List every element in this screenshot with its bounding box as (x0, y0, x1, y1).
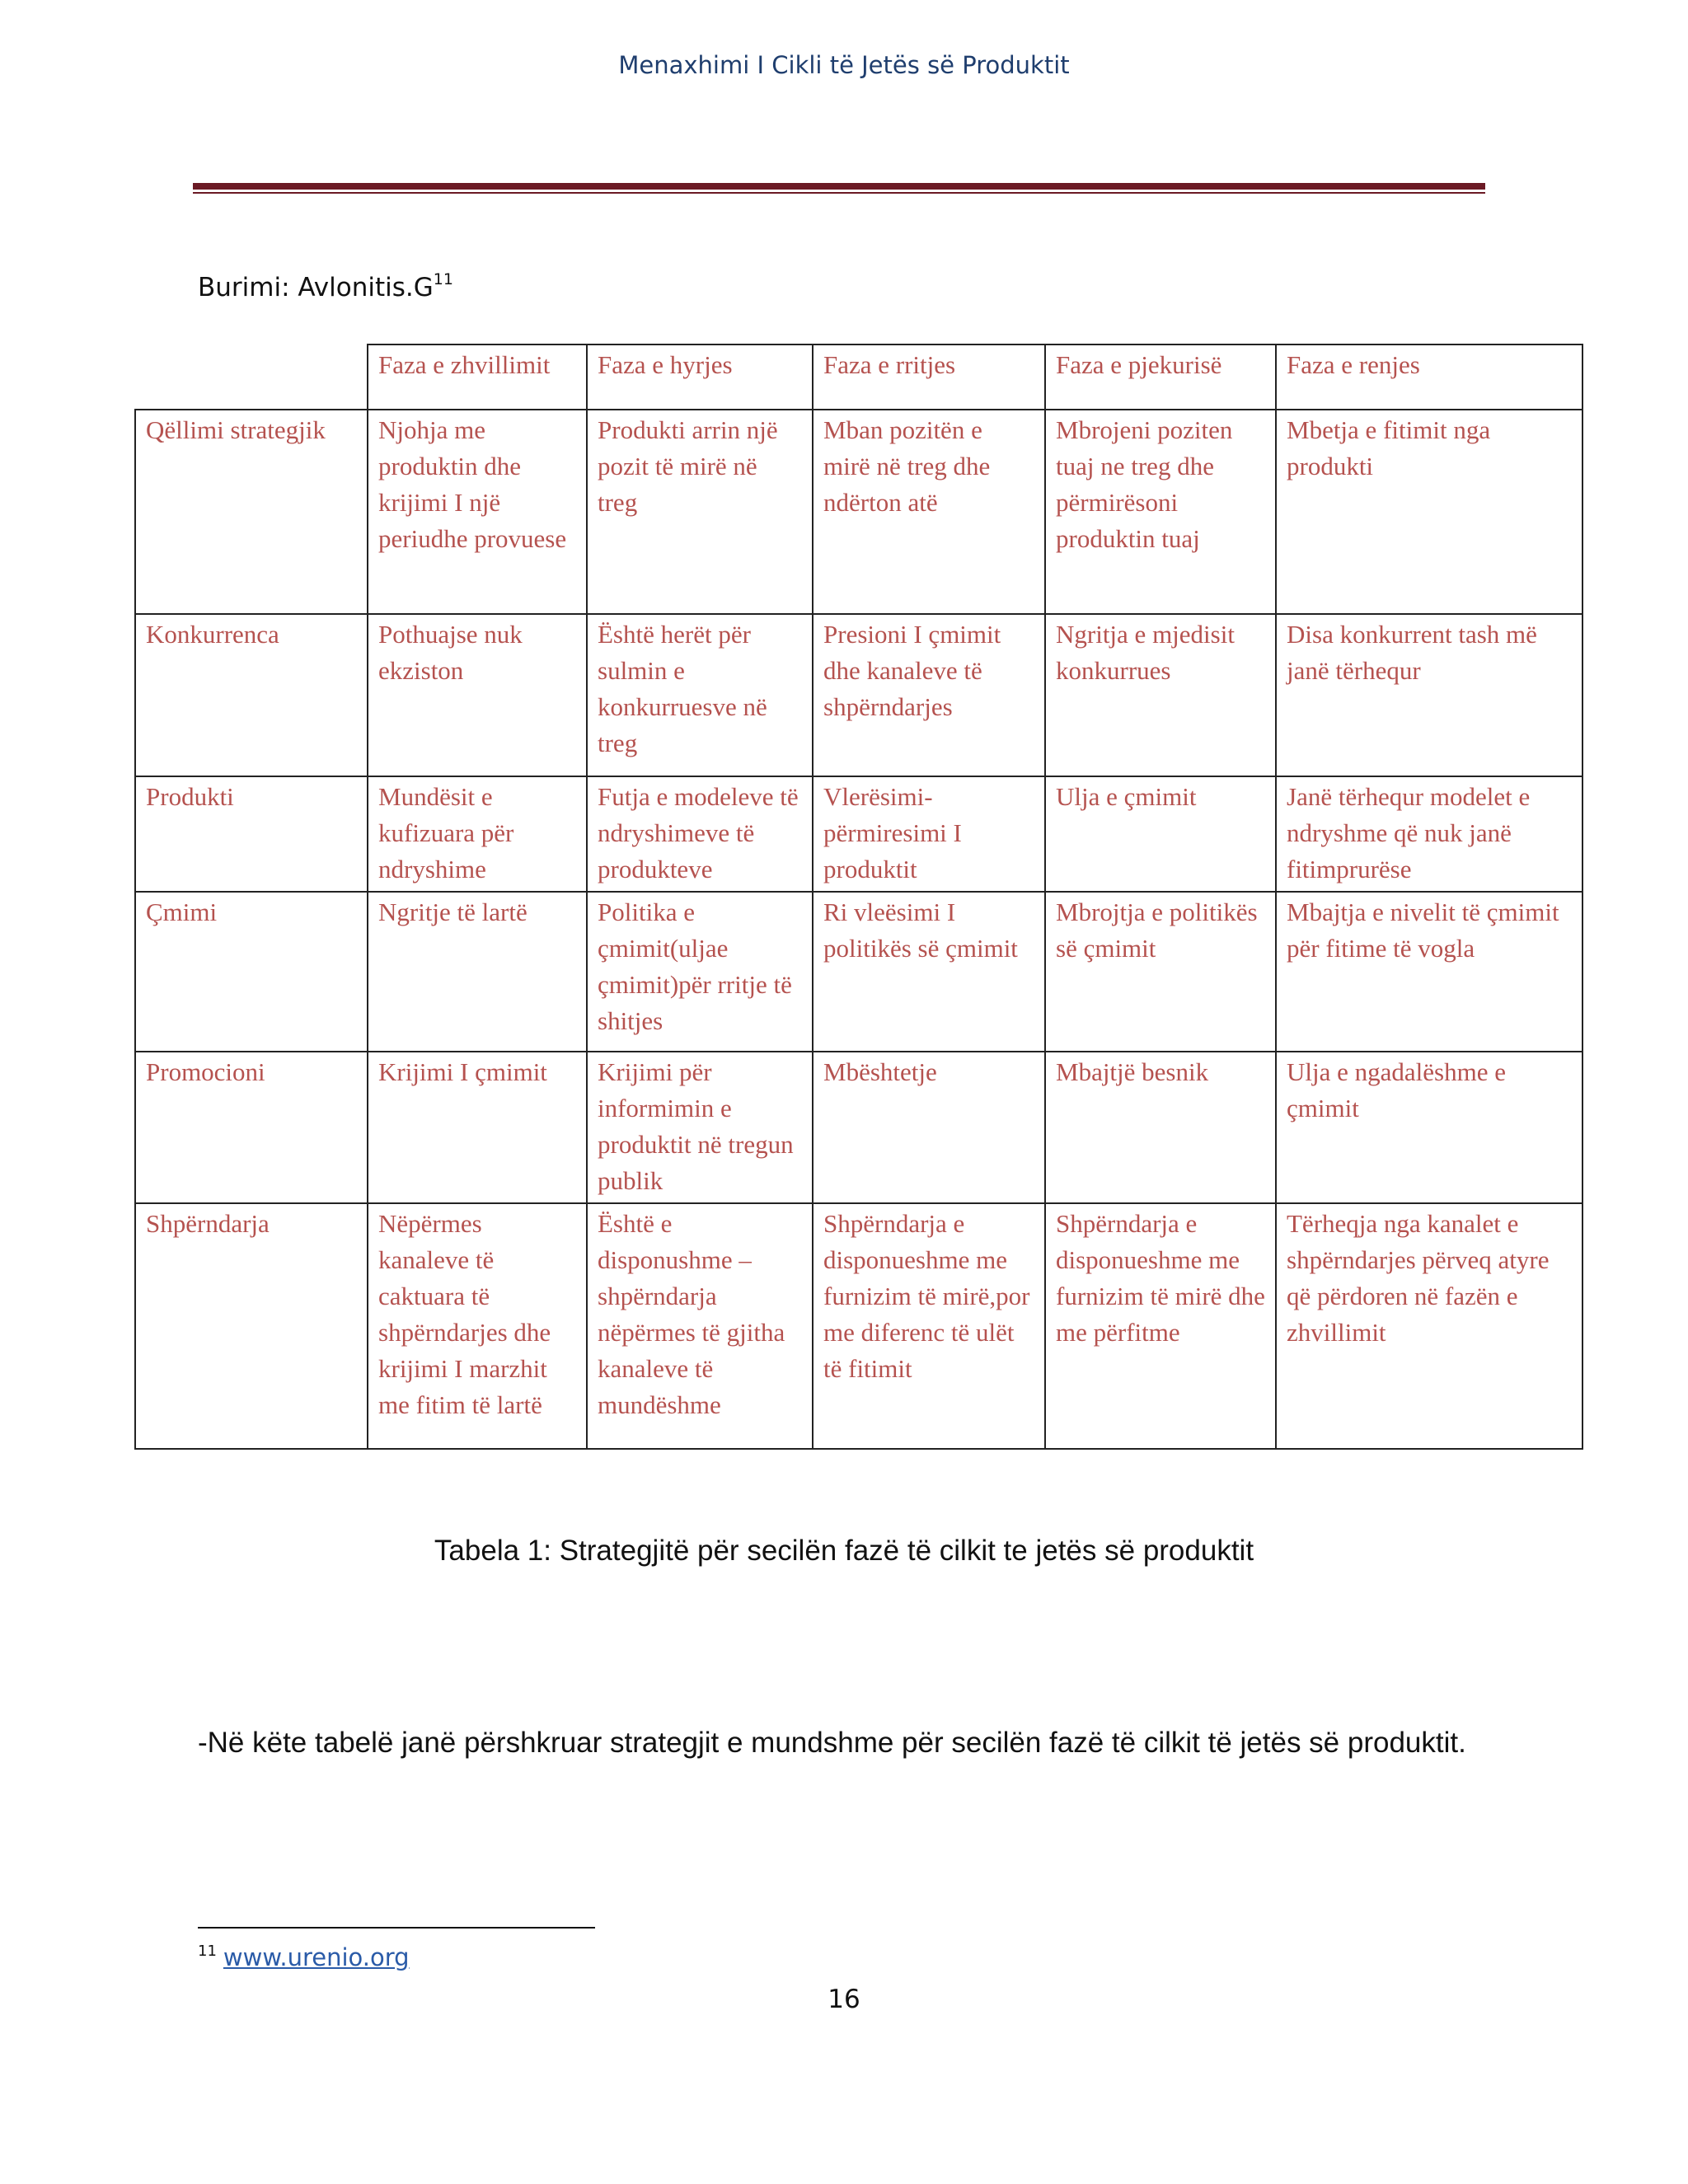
column-header: Faza e rritjes (813, 344, 1045, 410)
source-footnote-ref[interactable]: 11 (433, 270, 453, 288)
table-cell: Ulja e ngadalëshme e çmimit (1276, 1052, 1582, 1203)
table-caption: Tabela 1: Strategjitë për secilën fazë të cilkit te jetës së produktit (434, 1535, 1254, 1567)
row-label: Promocioni (135, 1052, 368, 1203)
row-label: Konkurrenca (135, 614, 368, 776)
column-header: Faza e renjes (1276, 344, 1582, 410)
table-row (135, 1203, 1582, 1449)
header-rule-thick (193, 183, 1485, 190)
table-cell: Shpërndarja e disponueshme me furnizim të mirë dhe me përfitme (1045, 1203, 1276, 1449)
table-cell: Njohja me produktin dhe krijimi I një periudhe provuese (368, 410, 587, 614)
table-cell: Krijimi për informimin e produktit në tregun publik (587, 1052, 813, 1203)
table-cell: Politika e çmimit(uljae çmimit)për rritje të shitjes (587, 892, 813, 1052)
table-cell: Është e disponushme – shpërndarja nëpërmes të gjitha kanaleve të mundëshme (587, 1203, 813, 1449)
table-cell: Mbajtjë besnik (1045, 1052, 1276, 1203)
table-cell: Pothuajse nuk ekziston (368, 614, 587, 776)
table-cell: Mban pozitën e mirë në treg dhe ndërton atë (813, 410, 1045, 614)
table-cell: Produkti arrin një pozit të mirë në treg (587, 410, 813, 614)
table-cell: Mbrojeni poziten tuaj ne treg dhe përmirësoni produktin tuaj (1045, 410, 1276, 614)
table-cell: Mbështetje (813, 1052, 1045, 1203)
table-cell: Ngritje të lartë (368, 892, 587, 1052)
table-cell: Është herët për sulmin e konkurruesve në treg (587, 614, 813, 776)
footnote-link[interactable]: www.urenio.org (223, 1943, 410, 1971)
table-row (135, 1052, 1582, 1203)
running-header-title: Menaxhimi I Cikli të Jetës së Produktit (618, 51, 1070, 79)
table-cell: Vlerësimi-përmiresimi I produktit (813, 776, 1045, 892)
body-paragraph: -Në këte tabelë janë përshkruar strategjit e mundshme për secilën fazë të cilkit të jetës së produktit. (198, 1727, 1466, 1759)
table-cell: Mundësit e kufizuara për ndryshime (368, 776, 587, 892)
table-row (135, 614, 1582, 776)
table-cell: Tërheqja nga kanalet e shpërndarjes përveq atyre që përdoren në fazën e zhvillimit (1276, 1203, 1582, 1449)
table-cell: Shpërndarja e disponueshme me furnizim të mirë,por me diferenc të ulët të fitimit (813, 1203, 1045, 1449)
footnote-separator (198, 1927, 595, 1929)
table-row (135, 410, 1582, 614)
table-cell: Futja e modeleve të ndryshimeve të produkteve (587, 776, 813, 892)
table-cell: Disa konkurrent tash më janë tërhequr (1276, 614, 1582, 776)
table-row (135, 892, 1582, 1052)
page-number: 16 (828, 1985, 860, 2014)
table-cell: Nëpërmes kanaleve të caktuara të shpërndarjes dhe krijimi I marzhit me fitim të lartë (368, 1203, 587, 1449)
column-header: Faza e pjekurisë (1045, 344, 1276, 410)
table-cell: Mbetja e fitimit nga produkti (1276, 410, 1582, 614)
table-cell: Mbrojtja e politikës së çmimit (1045, 892, 1276, 1052)
table-cell: Krijimi I çmimit (368, 1052, 587, 1203)
table-cell: Presioni I çmimit dhe kanaleve të shpërndarjes (813, 614, 1045, 776)
table-cell: Ri vleësimi I politikës së çmimit (813, 892, 1045, 1052)
strategy-table (134, 344, 1583, 1450)
row-label: Qëllimi strategjik (135, 410, 368, 614)
table-header-row (135, 344, 1582, 410)
footnote-number: 11 (198, 1943, 217, 1960)
table-cell: Janë tërhequr modelet e ndryshme që nuk janë fitimprurëse (1276, 776, 1582, 892)
row-label: Produkti (135, 776, 368, 892)
table-cell: Ulja e çmimit (1045, 776, 1276, 892)
source-line (198, 270, 453, 302)
row-label: Shpërndarja (135, 1203, 368, 1449)
table-cell: Ngritja e mjedisit konkurrues (1045, 614, 1276, 776)
source-label: Burimi: Avlonitis.G (198, 273, 434, 302)
footnote (198, 1943, 410, 1971)
table-row (135, 776, 1582, 892)
column-header: Faza e zhvillimit (368, 344, 587, 410)
column-header: Faza e hyrjes (587, 344, 813, 410)
table-cell: Mbajtja e nivelit të çmimit për fitime të vogla (1276, 892, 1582, 1052)
table-corner-cell (135, 344, 368, 410)
row-label: Çmimi (135, 892, 368, 1052)
header-rule-thin (193, 192, 1485, 194)
